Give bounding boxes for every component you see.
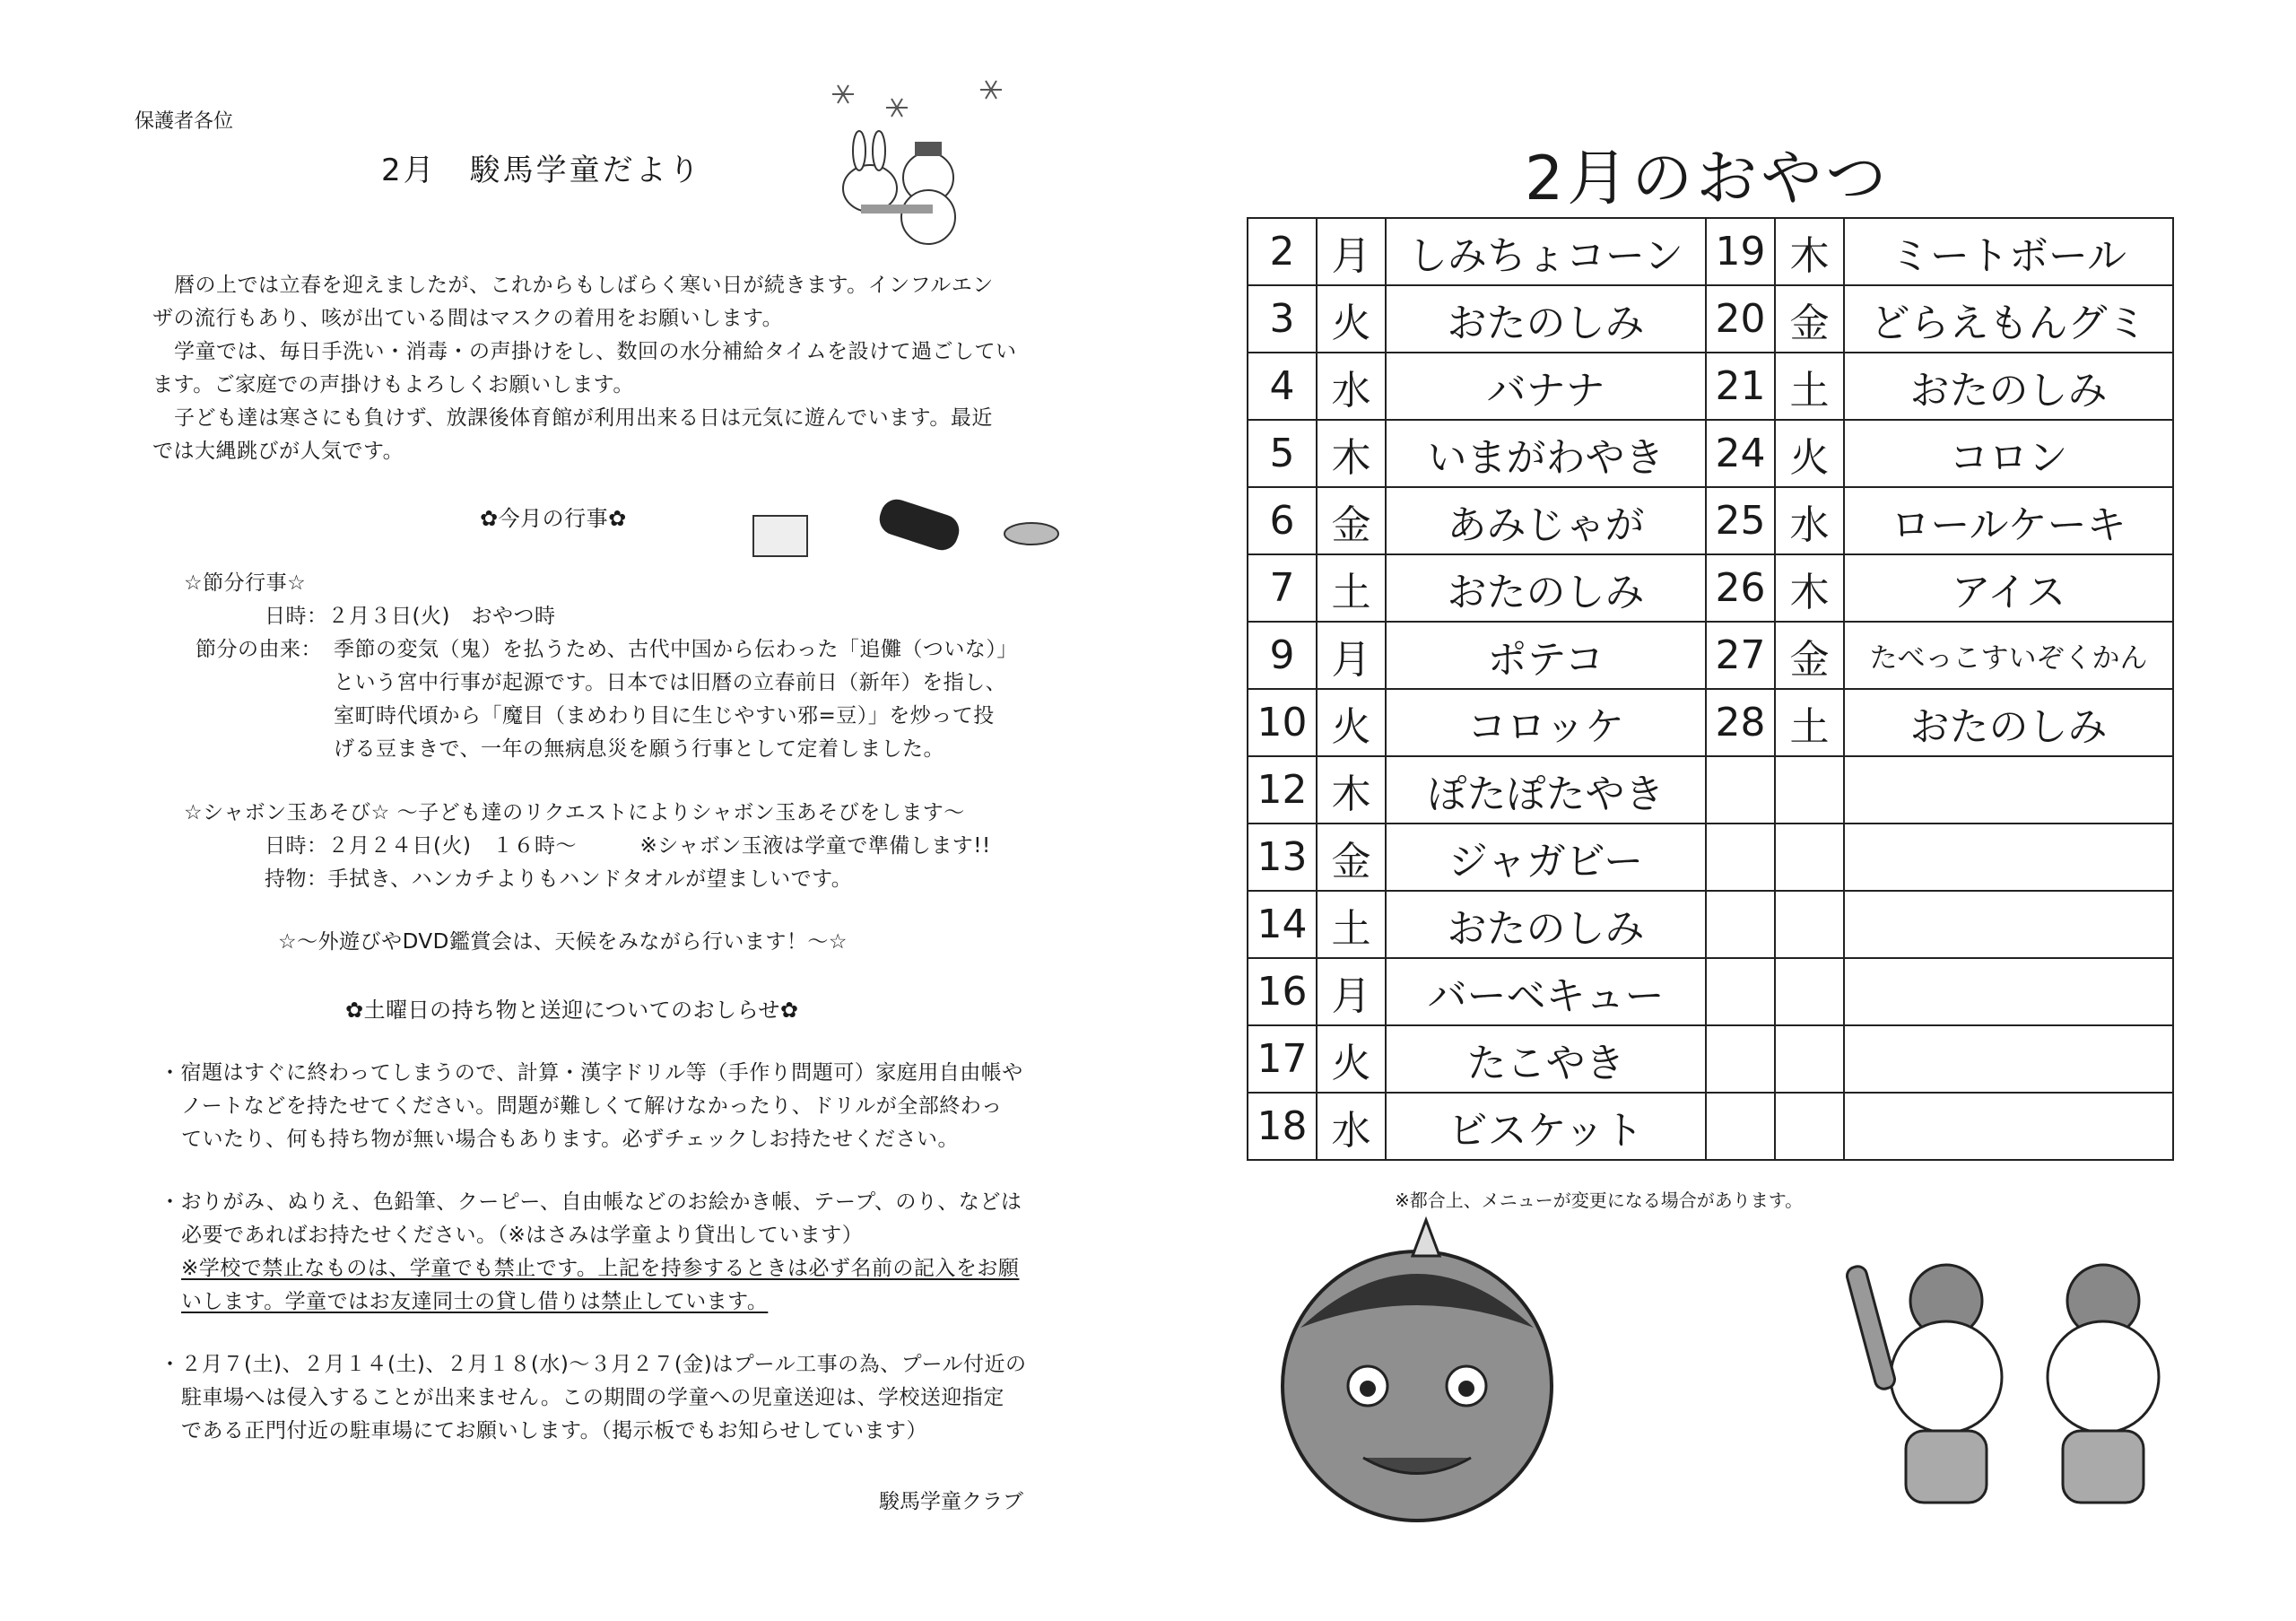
intro-line: ます。ご家庭での声掛けもよろしくお願いします。	[152, 373, 634, 397]
snack-menu: バーベキュー	[1386, 958, 1706, 1025]
snack-row	[1248, 353, 2173, 420]
snack-menu	[1844, 824, 2173, 891]
snack-weekday: 月	[1317, 622, 1386, 689]
intro-paragraph	[152, 269, 1067, 468]
intro-line: 暦の上では立春を迎えましたが、これからもしばらく寒い日が続きます。インフルエン	[174, 274, 994, 297]
snack-row	[1248, 824, 2173, 891]
snack-menu: ぽたぽたやき	[1386, 756, 1706, 824]
snack-day: 17	[1248, 1025, 1317, 1093]
snack-row	[1248, 689, 2173, 756]
snack-day: 18	[1248, 1093, 1317, 1160]
oni-face-illustration	[1247, 1229, 1587, 1525]
snack-menu: ジャガビー	[1386, 824, 1706, 891]
snack-row	[1248, 1093, 2173, 1160]
snack-menu: コロッケ	[1386, 689, 1706, 756]
snack-weekday: 土	[1775, 353, 1844, 420]
snack-weekday: 土	[1317, 891, 1386, 958]
snack-day: 2	[1248, 218, 1317, 285]
snack-day: 9	[1248, 622, 1317, 689]
snack-weekday	[1775, 756, 1844, 824]
snack-menu	[1844, 1025, 2173, 1093]
snack-day: 14	[1248, 891, 1317, 958]
snack-menu: アイス	[1844, 554, 2173, 622]
snack-menu: おたのしみ	[1386, 891, 1706, 958]
snack-row	[1248, 420, 2173, 487]
snack-weekday: 火	[1317, 689, 1386, 756]
intro-line: では大縄跳びが人気です。	[152, 440, 404, 463]
snack-menu: バナナ	[1386, 353, 1706, 420]
flower-icon: ✿	[480, 506, 499, 531]
snack-day	[1706, 1025, 1775, 1093]
snowflake-icon	[832, 85, 854, 103]
snack-day: 12	[1248, 756, 1317, 824]
flower-icon: ✿	[779, 998, 799, 1023]
snack-day: 20	[1706, 285, 1775, 353]
events-heading: ✿今月の行事✿	[480, 506, 627, 531]
snack-menu: しみちょコーン	[1386, 218, 1706, 285]
snack-row	[1248, 756, 2173, 824]
snack-menu: いまがわやき	[1386, 420, 1706, 487]
snack-weekday: 木	[1775, 218, 1844, 285]
snack-weekday: 土	[1317, 554, 1386, 622]
snack-day	[1706, 958, 1775, 1025]
snack-day: 6	[1248, 487, 1317, 554]
snack-weekday	[1775, 958, 1844, 1025]
snack-day: 25	[1706, 487, 1775, 554]
addressee: 保護者各位	[135, 110, 234, 133]
snack-menu: おたのしみ	[1844, 689, 2173, 756]
snack-row	[1248, 285, 2173, 353]
bullet-homework: ・宿題はすぐに終わってしまうので、計算・漢字ドリル等（手作り問題可）家庭用自由帳や ノートなどを持たせてください。問題が難しくて解けなかったり、ドリルが全部終わっ ていたり、何も持ち物が無い場合もあります。必ずチェックしお持たせください。	[160, 1061, 1023, 1151]
snack-day: 27	[1706, 622, 1775, 689]
snack-menu	[1844, 1093, 2173, 1160]
saturday-heading: ✿土曜日の持ち物と送迎についてのおしらせ✿	[345, 998, 799, 1023]
snack-day	[1706, 756, 1775, 824]
snack-menu: どらえもんグミ	[1844, 285, 2173, 353]
snack-menu: たべっこすいぞくかん	[1844, 622, 2173, 689]
snowman-bunny-illustration	[807, 72, 1022, 242]
snack-day: 10	[1248, 689, 1317, 756]
snowflake-icon	[886, 99, 908, 117]
snack-weekday: 火	[1775, 420, 1844, 487]
setsubun-origin-label: 節分の由来：	[196, 638, 322, 661]
snack-day	[1706, 891, 1775, 958]
snack-day: 19	[1706, 218, 1775, 285]
snack-row	[1248, 958, 2173, 1025]
outdoor-note: ☆～外遊びやDVD鑑賞会は、天候をみながら行います！～☆	[278, 930, 848, 954]
bullet-pool: ・２月７(土)、２月１４(土)、２月１８(水)～３月２７(金)はプール工事の為、プール付近の 駐車場へは侵入することが出来ません。この期間の学童への児童送迎は、学校送迎指定 である正門付近の駐車場にてお願いします。（掲示板でもお知らせしています）	[160, 1353, 1027, 1442]
bubbles-title: ☆シャボン玉あそび☆ ～子ども達のリクエストによりシャボン玉あそびをします～	[184, 801, 965, 824]
bubbles-date: 日時：２月２４日(火) １６時～ ※シャボン玉液は学童で準備します!!	[265, 834, 991, 858]
snack-weekday: 水	[1317, 353, 1386, 420]
snack-menu	[1844, 756, 2173, 824]
flower-icon: ✿	[608, 506, 627, 531]
newsletter-title: 2月 駿馬学童だより	[381, 153, 702, 188]
intro-line: 子ども達は寒さにも負けず、放課後体育館が利用出来る日は元気に遊んでいます。最近	[174, 406, 993, 430]
snack-day: 28	[1706, 689, 1775, 756]
snack-weekday	[1775, 1093, 1844, 1160]
snack-menu: たこやき	[1386, 1025, 1706, 1093]
snack-weekday: 金	[1775, 285, 1844, 353]
snack-weekday: 月	[1317, 218, 1386, 285]
setsubun-illustration	[744, 498, 1085, 570]
setsubun-title: ☆節分行事☆	[184, 571, 307, 595]
snack-weekday	[1775, 824, 1844, 891]
snack-title: 2月のおやつ	[1525, 144, 1891, 214]
bullet-supplies: ・おりがみ、ぬりえ、色鉛筆、クーピー、自由帳などのお絵かき帳、テープ、のり、などは 必要であればお持たせください。（※はさみは学童より貸出しています） ※学校で禁止なものは、学童でも禁止です。上記を持参するときは必ず名前の記入をお願 いします。学童ではお友達同士の貸し借りは禁止しています。	[160, 1190, 1022, 1313]
snack-day: 16	[1248, 958, 1317, 1025]
snack-day: 7	[1248, 554, 1317, 622]
snack-weekday	[1775, 891, 1844, 958]
snack-day: 13	[1248, 824, 1317, 891]
snack-weekday: 火	[1317, 1025, 1386, 1093]
snack-weekday: 火	[1317, 285, 1386, 353]
snack-weekday: 月	[1317, 958, 1386, 1025]
snack-row	[1248, 1025, 2173, 1093]
snack-menu: おたのしみ	[1844, 353, 2173, 420]
snack-day: 3	[1248, 285, 1317, 353]
signature: 駿馬学童クラブ	[879, 1490, 1023, 1513]
kids-oni-illustration	[1830, 1229, 2206, 1525]
snack-weekday: 木	[1317, 756, 1386, 824]
snack-day: 5	[1248, 420, 1317, 487]
snack-menu: あみじゃが	[1386, 487, 1706, 554]
snack-weekday: 金	[1775, 622, 1844, 689]
snack-weekday: 土	[1775, 689, 1844, 756]
snack-menu: おたのしみ	[1386, 554, 1706, 622]
menu-change-note: ※都合上、メニューが変更になる場合があります。	[1395, 1190, 1804, 1211]
snack-day: 21	[1706, 353, 1775, 420]
snack-weekday	[1775, 1025, 1844, 1093]
snack-row	[1248, 891, 2173, 958]
snack-day	[1706, 824, 1775, 891]
snack-row	[1248, 554, 2173, 622]
snack-weekday: 金	[1317, 487, 1386, 554]
snack-row	[1248, 622, 2173, 689]
snack-day: 26	[1706, 554, 1775, 622]
snack-day: 4	[1248, 353, 1317, 420]
bubbles-items: 持物：手拭き、ハンカチよりもハンドタオルが望ましいです。	[265, 867, 853, 891]
snack-weekday: 金	[1317, 824, 1386, 891]
snack-menu: ビスケット	[1386, 1093, 1706, 1160]
snack-weekday: 水	[1775, 487, 1844, 554]
snack-weekday: 木	[1317, 420, 1386, 487]
snack-menu: ポテコ	[1386, 622, 1706, 689]
snack-table	[1247, 217, 2174, 1161]
snack-day	[1706, 1093, 1775, 1160]
snowflake-icon	[980, 81, 1002, 99]
snack-day: 24	[1706, 420, 1775, 487]
intro-line: ザの流行もあり、咳が出ている間はマスクの着用をお願いします。	[152, 307, 784, 330]
setsubun-origin: 季節の変気（鬼）を払うため、古代中国から伝わった「追儺（ついな）」 という宮中行事が起源です。日本では旧暦の立春前日（新年）を指し、 室町時代頃から「魔目（まめわり目に生じやすい邪=豆）」を炒って投 げる豆まきで、一年の無病息災を願う行事として定着しました。	[334, 638, 1018, 761]
setsubun-date: 日時：２月３日(火) おやつ時	[265, 605, 556, 628]
snack-weekday: 木	[1775, 554, 1844, 622]
snack-menu: コロン	[1844, 420, 2173, 487]
snack-menu	[1844, 958, 2173, 1025]
flower-icon: ✿	[345, 998, 364, 1023]
intro-line: 学童では、毎日手洗い・消毒・の声掛けをし、数回の水分補給タイムを設けて過ごしてい	[174, 340, 1017, 363]
snack-menu: ミートボール	[1844, 218, 2173, 285]
snack-menu: ロールケーキ	[1844, 487, 2173, 554]
snack-weekday: 水	[1317, 1093, 1386, 1160]
snack-menu: おたのしみ	[1386, 285, 1706, 353]
snack-row	[1248, 218, 2173, 285]
snack-menu	[1844, 891, 2173, 958]
snack-row	[1248, 487, 2173, 554]
